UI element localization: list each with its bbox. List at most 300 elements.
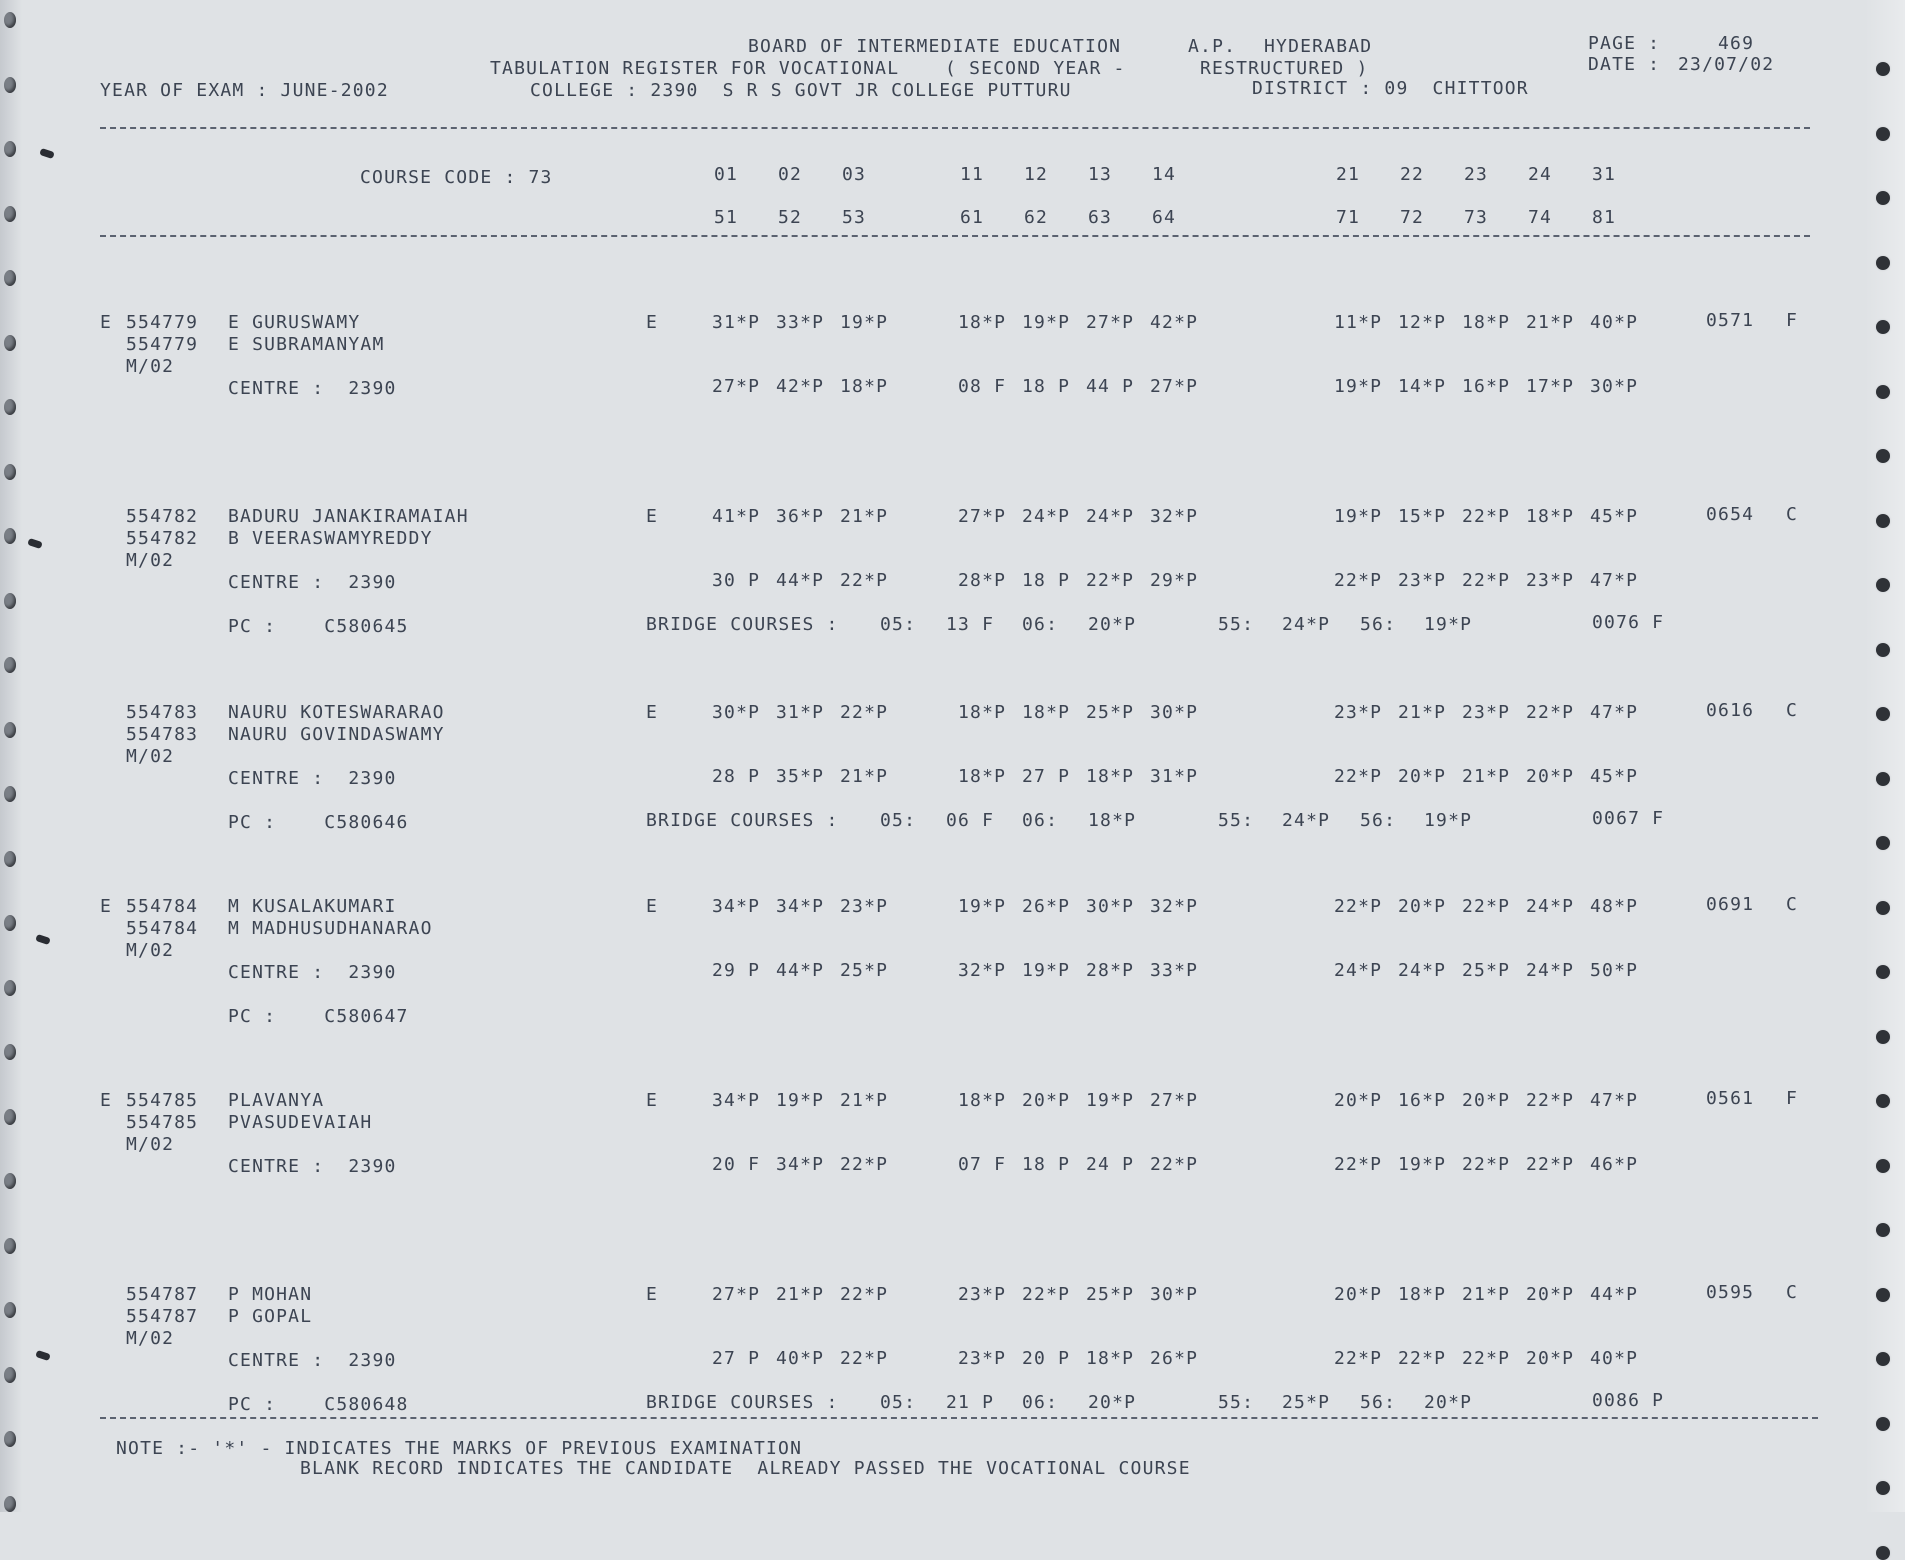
course-code-header: 22 (1400, 164, 1425, 185)
subject-mark: 29*P (1150, 570, 1199, 591)
subject-mark: 21*P (840, 766, 889, 787)
subject-mark: 11*P (1334, 312, 1383, 333)
bridge-code: 56: (1360, 1392, 1397, 1413)
medium: E (646, 1284, 659, 1305)
tractor-hole-right (1876, 1481, 1890, 1495)
tractor-hole-left (4, 1109, 16, 1125)
subject-mark: 27*P (1150, 376, 1199, 397)
bridge-code: 55: (1218, 1392, 1255, 1413)
subject-mark: 23*P (958, 1348, 1007, 1369)
subject-mark: 47*P (1590, 570, 1639, 591)
tractor-hole-right (1876, 578, 1890, 592)
bridge-mark: 20*P (1424, 1392, 1473, 1413)
subject-mark: 18 P (1022, 376, 1071, 397)
father-name: E SUBRAMANYAM (228, 334, 385, 355)
subject-mark: 21*P (776, 1284, 825, 1305)
tractor-hole-right (1876, 256, 1890, 270)
bridge-code: 05: (880, 1392, 917, 1413)
bridge-mark: 21 P (946, 1392, 995, 1413)
centre-code: CENTRE : 2390 (228, 378, 397, 399)
subject-mark: 20*P (1334, 1090, 1383, 1111)
tractor-hole-left (4, 1238, 16, 1254)
medium: E (646, 312, 659, 333)
tractor-hole-right (1876, 1223, 1890, 1237)
left-tractor-edge (0, 0, 22, 1512)
subject-mark: 21*P (840, 1090, 889, 1111)
result-code: C (1786, 1282, 1799, 1303)
subject-mark: 24*P (1526, 896, 1575, 917)
subject-mark: 24*P (1334, 960, 1383, 981)
course-code-header: 23 (1464, 164, 1489, 185)
subject-mark: 16*P (1462, 376, 1511, 397)
tractor-hole-left (4, 980, 16, 996)
subject-mark: 22*P (840, 1348, 889, 1369)
course-code-header: 12 (1024, 164, 1049, 185)
subject-mark: 22*P (1462, 1154, 1511, 1175)
course-code-header: 03 (842, 164, 867, 185)
subject-mark: 19*P (1022, 312, 1071, 333)
tractor-hole-right (1876, 514, 1890, 528)
course-code-header: 62 (1024, 207, 1049, 228)
subject-mark: 22*P (840, 702, 889, 723)
candidate-name: BADURU JANAKIRAMAIAH (228, 506, 469, 527)
state-label: A.P. (1188, 36, 1237, 57)
exam-month: M/02 (126, 940, 175, 961)
register-title: TABULATION REGISTER FOR VOCATIONAL (490, 58, 900, 79)
subject-mark: 22*P (1022, 1284, 1071, 1305)
exam-month: M/02 (126, 746, 175, 767)
tractor-hole-left (4, 786, 16, 802)
printer-mark (35, 934, 50, 945)
bridge-mark: 19*P (1424, 614, 1473, 635)
subject-mark: 22*P (1086, 570, 1135, 591)
register-number: 554782 (126, 506, 199, 527)
subject-mark: 18*P (958, 312, 1007, 333)
candidate-name: NAURU KOTESWARARAO (228, 702, 445, 723)
subject-mark: 22*P (1526, 702, 1575, 723)
medium: E (646, 506, 659, 527)
exam-month: M/02 (126, 1328, 175, 1349)
subject-mark: 14*P (1398, 376, 1447, 397)
register-number: 554782 (126, 528, 199, 549)
bridge-courses-label: BRIDGE COURSES : (646, 614, 839, 635)
tractor-hole-left (4, 1367, 16, 1383)
bridge-mark: 25*P (1282, 1392, 1331, 1413)
subject-mark: 24*P (1398, 960, 1447, 981)
subject-mark: 23*P (1398, 570, 1447, 591)
page-number: 469 (1718, 33, 1755, 54)
father-name: PVASUDEVAIAH (228, 1112, 373, 1133)
district-label: DISTRICT : 09 CHITTOOR (1252, 78, 1529, 99)
subject-mark: 20*P (1022, 1090, 1071, 1111)
course-code-header: 01 (714, 164, 739, 185)
subject-mark: 20 P (1022, 1348, 1071, 1369)
subject-mark: 30 P (712, 570, 761, 591)
medium: E (646, 1090, 659, 1111)
subject-mark: 44 P (1086, 376, 1135, 397)
centre-code: CENTRE : 2390 (228, 962, 397, 983)
course-code-header: 11 (960, 164, 985, 185)
tractor-hole-right (1876, 1288, 1890, 1302)
subject-mark: 24 P (1086, 1154, 1135, 1175)
course-code-header: 52 (778, 207, 803, 228)
subject-mark: 25*P (1462, 960, 1511, 981)
subject-mark: 30*P (1590, 376, 1639, 397)
result-code: C (1786, 894, 1799, 915)
tractor-hole-left (4, 206, 16, 222)
course-code-header: 24 (1528, 164, 1553, 185)
subject-mark: 32*P (1150, 896, 1199, 917)
subject-mark: 19*P (1022, 960, 1071, 981)
tractor-hole-right (1876, 1417, 1890, 1431)
tractor-hole-right (1876, 191, 1890, 205)
tractor-hole-right (1876, 1094, 1890, 1108)
subject-mark: 15*P (1398, 506, 1447, 527)
subject-mark: 27 P (1022, 766, 1071, 787)
subject-mark: 22*P (1334, 1154, 1383, 1175)
subject-mark: 20 F (712, 1154, 761, 1175)
subject-mark: 47*P (1590, 1090, 1639, 1111)
printer-mark (27, 538, 42, 549)
second-year-label: ( SECOND YEAR - (945, 58, 1126, 79)
course-code-header: 51 (714, 207, 739, 228)
subject-mark: 19*P (1334, 376, 1383, 397)
subject-mark: 44*P (1590, 1284, 1639, 1305)
bridge-courses-label: BRIDGE COURSES : (646, 810, 839, 831)
result-code: F (1786, 1088, 1799, 1109)
subject-mark: 30*P (712, 702, 761, 723)
centre-code: CENTRE : 2390 (228, 572, 397, 593)
bridge-mark: 24*P (1282, 810, 1331, 831)
record-prefix: E (100, 1090, 113, 1111)
bridge-code: 56: (1360, 614, 1397, 635)
subject-mark: 26*P (1150, 1348, 1199, 1369)
note-line-1: NOTE :- '*' - INDICATES THE MARKS OF PREVIOUS EXAMINATION (116, 1438, 803, 1459)
tractor-hole-left (4, 1496, 16, 1512)
subject-mark: 18*P (958, 1090, 1007, 1111)
subject-mark: 33*P (776, 312, 825, 333)
register-number: 554787 (126, 1306, 199, 1327)
year-of-exam: YEAR OF EXAM : JUNE-2002 (100, 80, 389, 101)
subject-mark: 46*P (1590, 1154, 1639, 1175)
subject-mark: 20*P (1334, 1284, 1383, 1305)
subject-mark: 18*P (958, 766, 1007, 787)
pc-number: PC : C580648 (228, 1394, 409, 1415)
tractor-hole-left (4, 12, 16, 28)
subject-mark: 34*P (712, 1090, 761, 1111)
course-code-header: 64 (1152, 207, 1177, 228)
bridge-code: 06: (1022, 1392, 1059, 1413)
subject-mark: 40*P (1590, 312, 1639, 333)
subject-mark: 24*P (1086, 506, 1135, 527)
subject-mark: 23*P (1462, 702, 1511, 723)
tractor-hole-left (4, 1044, 16, 1060)
grand-total: 0654 (1706, 504, 1755, 525)
subject-mark: 22*P (840, 1284, 889, 1305)
subject-mark: 12*P (1398, 312, 1447, 333)
subject-mark: 19*P (958, 896, 1007, 917)
exam-month: M/02 (126, 356, 175, 377)
subject-mark: 23*P (958, 1284, 1007, 1305)
register-number: 554779 (126, 312, 199, 333)
tractor-hole-left (4, 77, 16, 93)
centre-code: CENTRE : 2390 (228, 1156, 397, 1177)
father-name: B VEERASWAMYREDDY (228, 528, 433, 549)
subject-mark: 18*P (1526, 506, 1575, 527)
bridge-mark: 13 F (946, 614, 995, 635)
bridge-courses-label: BRIDGE COURSES : (646, 1392, 839, 1413)
bridge-mark: 06 F (946, 810, 995, 831)
tractor-hole-left (4, 1173, 16, 1189)
subject-mark: 07 F (958, 1154, 1007, 1175)
subject-mark: 24*P (1526, 960, 1575, 981)
subject-mark: 24*P (1022, 506, 1071, 527)
subject-mark: 28*P (1086, 960, 1135, 981)
grand-total: 0595 (1706, 1282, 1755, 1303)
tractor-hole-right (1876, 965, 1890, 979)
subject-mark: 20*P (1526, 1284, 1575, 1305)
right-tractor-edge (1865, 0, 1905, 1512)
medium: E (646, 896, 659, 917)
bridge-mark: 19*P (1424, 810, 1473, 831)
subject-mark: 22*P (1398, 1348, 1447, 1369)
subject-mark: 22*P (1334, 766, 1383, 787)
father-name: NAURU GOVINDASWAMY (228, 724, 445, 745)
subject-mark: 23*P (1334, 702, 1383, 723)
register-number: 554787 (126, 1284, 199, 1305)
tractor-hole-left (4, 1302, 16, 1318)
result-code: C (1786, 504, 1799, 525)
subject-mark: 21*P (1398, 702, 1447, 723)
date-value: 23/07/02 (1678, 54, 1775, 75)
subject-mark: 18 P (1022, 570, 1071, 591)
header-divider (100, 127, 1810, 129)
subject-mark: 41*P (712, 506, 761, 527)
subject-mark: 30*P (1150, 1284, 1199, 1305)
subject-mark: 18*P (1398, 1284, 1447, 1305)
tractor-hole-left (4, 722, 16, 738)
subject-mark: 25*P (1086, 1284, 1135, 1305)
subject-mark: 28 P (712, 766, 761, 787)
subject-mark: 18*P (1462, 312, 1511, 333)
subject-mark: 27*P (1150, 1090, 1199, 1111)
course-code-header: 61 (960, 207, 985, 228)
subject-mark: 35*P (776, 766, 825, 787)
tractor-hole-right (1876, 1030, 1890, 1044)
candidate-name: PLAVANYA (228, 1090, 325, 1111)
bridge-mark: 24*P (1282, 614, 1331, 635)
result-code: F (1786, 310, 1799, 331)
course-code-header: 74 (1528, 207, 1553, 228)
bridge-code: 06: (1022, 614, 1059, 635)
subject-mark: 34*P (776, 1154, 825, 1175)
subject-mark: 21*P (840, 506, 889, 527)
tractor-hole-right (1876, 1352, 1890, 1366)
subject-mark: 22*P (1462, 1348, 1511, 1369)
subject-mark: 45*P (1590, 766, 1639, 787)
record-prefix: E (100, 896, 113, 917)
subject-mark: 27*P (1086, 312, 1135, 333)
candidate-name: E GURUSWAMY (228, 312, 361, 333)
register-number: 554785 (126, 1090, 199, 1111)
tractor-hole-left (4, 657, 16, 673)
subject-mark: 20*P (1462, 1090, 1511, 1111)
subject-mark: 34*P (712, 896, 761, 917)
subject-mark: 25*P (840, 960, 889, 981)
tractor-hole-right (1876, 127, 1890, 141)
subject-mark: 22*P (1526, 1154, 1575, 1175)
subject-mark: 27*P (712, 1284, 761, 1305)
register-number: 554784 (126, 896, 199, 917)
subject-mark: 20*P (1398, 766, 1447, 787)
printer-mark (35, 1350, 50, 1361)
subject-mark: 18*P (958, 702, 1007, 723)
college-label: COLLEGE : 2390 S R S GOVT JR COLLEGE PUTTURU (530, 80, 1072, 101)
subject-mark: 18*P (1086, 766, 1135, 787)
subject-mark: 48*P (1590, 896, 1639, 917)
tractor-hole-right (1876, 901, 1890, 915)
tractor-hole-left (4, 915, 16, 931)
bridge-mark: 20*P (1088, 614, 1137, 635)
subject-mark: 32*P (1150, 506, 1199, 527)
footer-divider (100, 1417, 1818, 1419)
tractor-hole-left (4, 593, 16, 609)
column-header-divider (100, 235, 1810, 237)
tractor-hole-left (4, 851, 16, 867)
subject-mark: 20*P (1398, 896, 1447, 917)
centre-code: CENTRE : 2390 (228, 768, 397, 789)
register-number: 554779 (126, 334, 199, 355)
tractor-hole-right (1876, 449, 1890, 463)
subject-mark: 27*P (958, 506, 1007, 527)
tractor-hole-right (1876, 772, 1890, 786)
father-name: M MADHUSUDHANARAO (228, 918, 433, 939)
subject-mark: 22*P (1150, 1154, 1199, 1175)
subject-mark: 18*P (1022, 702, 1071, 723)
bridge-code: 06: (1022, 810, 1059, 831)
tractor-hole-left (4, 399, 16, 415)
subject-mark: 45*P (1590, 506, 1639, 527)
city-label: HYDERABAD (1264, 36, 1373, 57)
subject-mark: 18*P (1086, 1348, 1135, 1369)
subject-mark: 34*P (776, 896, 825, 917)
father-name: P GOPAL (228, 1306, 313, 1327)
subject-mark: 19*P (776, 1090, 825, 1111)
board-title: BOARD OF INTERMEDIATE EDUCATION (748, 36, 1122, 57)
candidate-name: M KUSALAKUMARI (228, 896, 397, 917)
grand-total: 0571 (1706, 310, 1755, 331)
subject-mark: 21*P (1462, 766, 1511, 787)
subject-mark: 20*P (1526, 1348, 1575, 1369)
tractor-hole-right (1876, 707, 1890, 721)
bridge-mark: 18*P (1088, 810, 1137, 831)
page-label: PAGE : (1588, 33, 1661, 54)
course-code-header: 71 (1336, 207, 1361, 228)
exam-month: M/02 (126, 550, 175, 571)
subject-mark: 30*P (1150, 702, 1199, 723)
subject-mark: 28*P (958, 570, 1007, 591)
subject-mark: 22*P (1462, 896, 1511, 917)
tractor-hole-left (4, 1431, 16, 1447)
course-code-header: 63 (1088, 207, 1113, 228)
subject-mark: 17*P (1526, 376, 1575, 397)
subject-mark: 19*P (840, 312, 889, 333)
subject-mark: 18*P (840, 376, 889, 397)
subject-mark: 44*P (776, 960, 825, 981)
bridge-total: 0076 F (1592, 612, 1665, 633)
subject-mark: 23*P (1526, 570, 1575, 591)
course-code-header: 21 (1336, 164, 1361, 185)
medium: E (646, 702, 659, 723)
subject-mark: 22*P (840, 570, 889, 591)
bridge-total: 0067 F (1592, 808, 1665, 829)
grand-total: 0616 (1706, 700, 1755, 721)
course-code-header: 53 (842, 207, 867, 228)
grand-total: 0691 (1706, 894, 1755, 915)
subject-mark: 08 F (958, 376, 1007, 397)
subject-mark: 23*P (840, 896, 889, 917)
pc-number: PC : C580647 (228, 1006, 409, 1027)
note-line-2: BLANK RECORD INDICATES THE CANDIDATE ALREADY PASSED THE VOCATIONAL COURSE (300, 1458, 1191, 1479)
subject-mark: 40*P (1590, 1348, 1639, 1369)
course-code-header: 73 (1464, 207, 1489, 228)
tractor-hole-right (1876, 1546, 1890, 1560)
subject-mark: 31*P (1150, 766, 1199, 787)
subject-mark: 19*P (1334, 506, 1383, 527)
subject-mark: 19*P (1398, 1154, 1447, 1175)
subject-mark: 16*P (1398, 1090, 1447, 1111)
candidate-name: P MOHAN (228, 1284, 313, 1305)
subject-mark: 50*P (1590, 960, 1639, 981)
course-code-header: 31 (1592, 164, 1617, 185)
subject-mark: 22*P (1526, 1090, 1575, 1111)
course-code-header: 72 (1400, 207, 1425, 228)
bridge-total: 0086 P (1592, 1390, 1665, 1411)
subject-mark: 21*P (1462, 1284, 1511, 1305)
subject-mark: 44*P (776, 570, 825, 591)
bridge-code: 55: (1218, 614, 1255, 635)
subject-mark: 22*P (1462, 506, 1511, 527)
grand-total: 0561 (1706, 1088, 1755, 1109)
record-prefix: E (100, 312, 113, 333)
subject-mark: 42*P (1150, 312, 1199, 333)
printer-mark (39, 148, 54, 159)
register-number: 554783 (126, 724, 199, 745)
subject-mark: 26*P (1022, 896, 1071, 917)
course-code-header: 13 (1088, 164, 1113, 185)
bridge-code: 05: (880, 810, 917, 831)
subject-mark: 20*P (1526, 766, 1575, 787)
subject-mark: 22*P (1334, 1348, 1383, 1369)
tractor-hole-left (4, 270, 16, 286)
register-number: 554784 (126, 918, 199, 939)
subject-mark: 27 P (712, 1348, 761, 1369)
restructured-label: RESTRUCTURED ) (1200, 58, 1369, 79)
tractor-hole-right (1876, 643, 1890, 657)
subject-mark: 22*P (1334, 570, 1383, 591)
subject-mark: 30*P (1086, 896, 1135, 917)
subject-mark: 32*P (958, 960, 1007, 981)
bridge-mark: 20*P (1088, 1392, 1137, 1413)
pc-number: PC : C580645 (228, 616, 409, 637)
tractor-hole-left (4, 335, 16, 351)
tractor-hole-right (1876, 385, 1890, 399)
bridge-code: 56: (1360, 810, 1397, 831)
course-code-header: 02 (778, 164, 803, 185)
tractor-hole-left (4, 464, 16, 480)
exam-month: M/02 (126, 1134, 175, 1155)
course-code-header: 14 (1152, 164, 1177, 185)
